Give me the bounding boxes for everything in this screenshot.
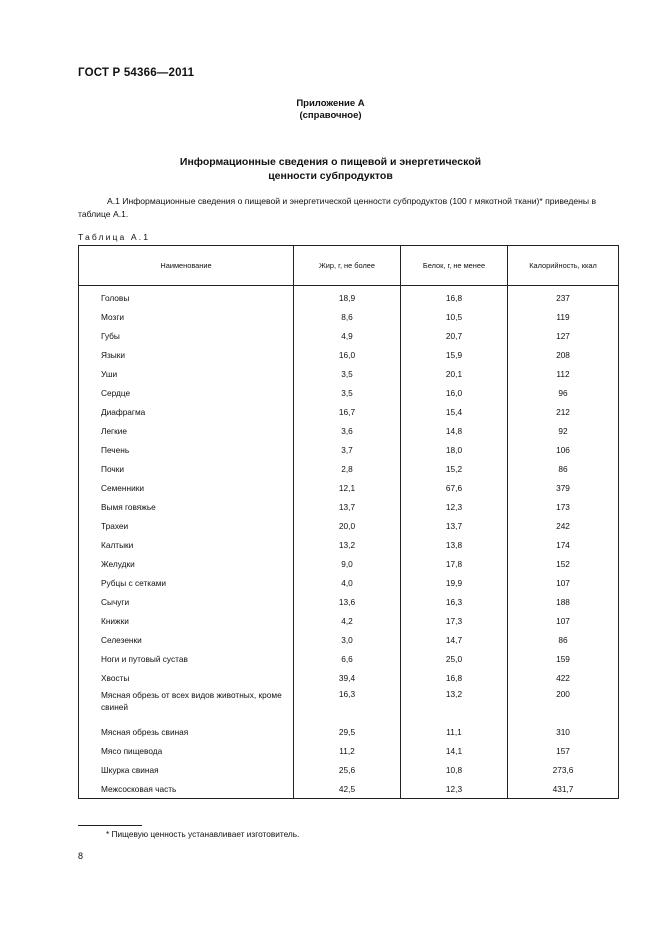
cell-protein: 17,8 [401, 554, 508, 573]
column-header-calories: Калорийность, ккал [508, 246, 619, 286]
cell-calories: 107 [508, 573, 619, 592]
cell-name: Хвосты [79, 668, 294, 687]
cell-fat: 25,6 [294, 760, 401, 779]
cell-protein: 16,0 [401, 383, 508, 402]
table-row [79, 741, 619, 760]
nutrition-table [78, 245, 619, 799]
cell-fat: 3,0 [294, 630, 401, 649]
table-header-row [79, 246, 619, 286]
table-row [79, 364, 619, 383]
cell-protein: 67,6 [401, 478, 508, 497]
cell-name: Мозги [79, 307, 294, 326]
cell-fat: 16,3 [294, 687, 401, 722]
cell-calories: 174 [508, 535, 619, 554]
cell-fat: 8,6 [294, 307, 401, 326]
table-row [79, 421, 619, 440]
footnote: * Пищевую ценность устанавливает изготовитель. [106, 829, 300, 839]
cell-name: Уши [79, 364, 294, 383]
cell-protein: 13,7 [401, 516, 508, 535]
table-row [79, 573, 619, 592]
cell-calories: 157 [508, 741, 619, 760]
table-row [79, 478, 619, 497]
cell-calories: 242 [508, 516, 619, 535]
cell-name: Шкурка свиная [79, 760, 294, 779]
table-row [79, 722, 619, 741]
table-row [79, 668, 619, 687]
cell-name: Межсосковая часть [79, 779, 294, 799]
cell-protein: 13,8 [401, 535, 508, 554]
cell-protein: 20,7 [401, 326, 508, 345]
cell-calories: 273,6 [508, 760, 619, 779]
table-row [79, 307, 619, 326]
cell-protein: 12,3 [401, 779, 508, 799]
cell-name: Почки [79, 459, 294, 478]
cell-calories: 152 [508, 554, 619, 573]
cell-calories: 96 [508, 383, 619, 402]
cell-name: Мясная обрезь от всех видов животных, кроме свиней [79, 687, 294, 722]
cell-calories: 237 [508, 286, 619, 308]
table-row [79, 760, 619, 779]
cell-name: Легкие [79, 421, 294, 440]
cell-protein: 14,7 [401, 630, 508, 649]
table-row [79, 402, 619, 421]
cell-fat: 13,7 [294, 497, 401, 516]
annex-subtitle: (справочное) [299, 110, 362, 121]
cell-name: Желудки [79, 554, 294, 573]
cell-fat: 4,2 [294, 611, 401, 630]
table-row [79, 649, 619, 668]
cell-fat: 16,0 [294, 345, 401, 364]
cell-name: Языки [79, 345, 294, 364]
cell-calories: 112 [508, 364, 619, 383]
cell-fat: 20,0 [294, 516, 401, 535]
cell-protein: 14,8 [401, 421, 508, 440]
cell-protein: 10,8 [401, 760, 508, 779]
cell-protein: 17,3 [401, 611, 508, 630]
cell-calories: 106 [508, 440, 619, 459]
cell-name: Вымя говяжье [79, 497, 294, 516]
cell-protein: 16,8 [401, 286, 508, 308]
footnote-divider [78, 825, 142, 826]
cell-protein: 16,3 [401, 592, 508, 611]
section-heading-line-1: Информационные сведения о пищевой и энергетической [179, 156, 482, 168]
table-row [79, 687, 619, 722]
cell-calories: 119 [508, 307, 619, 326]
table-row [79, 383, 619, 402]
cell-protein: 13,2 [401, 687, 508, 722]
cell-fat: 13,6 [294, 592, 401, 611]
table-row [79, 459, 619, 478]
cell-fat: 42,5 [294, 779, 401, 799]
cell-fat: 3,6 [294, 421, 401, 440]
cell-fat: 16,7 [294, 402, 401, 421]
cell-fat: 3,5 [294, 364, 401, 383]
cell-name: Мясная обрезь свиная [79, 722, 294, 741]
table-row [79, 592, 619, 611]
cell-protein: 10,5 [401, 307, 508, 326]
table-row [79, 535, 619, 554]
cell-calories: 159 [508, 649, 619, 668]
column-header-name: Наименование [79, 246, 294, 286]
cell-name: Трахеи [79, 516, 294, 535]
table-row [79, 630, 619, 649]
cell-protein: 20,1 [401, 364, 508, 383]
cell-fat: 9,0 [294, 554, 401, 573]
table-caption: Таблица А.1 [78, 232, 151, 242]
cell-calories: 310 [508, 722, 619, 741]
column-header-protein: Белок, г, не менее [401, 246, 508, 286]
cell-calories: 86 [508, 630, 619, 649]
cell-calories: 107 [508, 611, 619, 630]
cell-protein: 15,4 [401, 402, 508, 421]
annex-title: Приложение А [296, 98, 365, 109]
cell-fat: 2,8 [294, 459, 401, 478]
cell-calories: 379 [508, 478, 619, 497]
table-row [79, 440, 619, 459]
cell-name: Книжки [79, 611, 294, 630]
document-code: ГОСТ Р 54366—2011 [78, 67, 195, 79]
cell-protein: 15,2 [401, 459, 508, 478]
cell-fat: 29,5 [294, 722, 401, 741]
table-row [79, 286, 619, 308]
cell-protein: 15,9 [401, 345, 508, 364]
cell-name: Селезенки [79, 630, 294, 649]
cell-name: Мясо пищевода [79, 741, 294, 760]
cell-fat: 3,5 [294, 383, 401, 402]
table-row [79, 554, 619, 573]
cell-fat: 12,1 [294, 478, 401, 497]
cell-fat: 39,4 [294, 668, 401, 687]
section-heading-line-2: ценности субпродуктов [268, 170, 393, 182]
cell-fat: 4,9 [294, 326, 401, 345]
column-header-fat: Жир, г, не более [294, 246, 401, 286]
cell-name: Губы [79, 326, 294, 345]
cell-protein: 16,8 [401, 668, 508, 687]
cell-fat: 6,6 [294, 649, 401, 668]
cell-protein: 18,0 [401, 440, 508, 459]
table-row [79, 345, 619, 364]
cell-calories: 212 [508, 402, 619, 421]
cell-calories: 422 [508, 668, 619, 687]
cell-name: Сычуги [79, 592, 294, 611]
cell-name: Сердце [79, 383, 294, 402]
cell-name: Семенники [79, 478, 294, 497]
cell-fat: 3,7 [294, 440, 401, 459]
cell-calories: 92 [508, 421, 619, 440]
cell-name: Калтыки [79, 535, 294, 554]
cell-name: Рубцы с сетками [79, 573, 294, 592]
cell-name: Ноги и путовый сустав [79, 649, 294, 668]
cell-calories: 208 [508, 345, 619, 364]
table-body [79, 286, 619, 799]
page-number: 8 [78, 851, 84, 861]
table-row [79, 497, 619, 516]
table-row [79, 326, 619, 345]
table-row [79, 611, 619, 630]
cell-protein: 25,0 [401, 649, 508, 668]
cell-fat: 11,2 [294, 741, 401, 760]
cell-calories: 431,7 [508, 779, 619, 799]
cell-calories: 86 [508, 459, 619, 478]
cell-fat: 13,2 [294, 535, 401, 554]
table-row [79, 516, 619, 535]
table-row [79, 779, 619, 799]
cell-calories: 200 [508, 687, 619, 722]
cell-fat: 4,0 [294, 573, 401, 592]
cell-calories: 127 [508, 326, 619, 345]
cell-protein: 12,3 [401, 497, 508, 516]
cell-name: Диафрагма [79, 402, 294, 421]
cell-fat: 18,9 [294, 286, 401, 308]
cell-protein: 19,9 [401, 573, 508, 592]
intro-paragraph: А.1 Информационные сведения о пищевой и энергетической ценности субпродуктов (100 г мякотной ткани)* приведены в таблице А.1. [78, 196, 597, 219]
cell-protein: 14,1 [401, 741, 508, 760]
cell-calories: 173 [508, 497, 619, 516]
cell-calories: 188 [508, 592, 619, 611]
cell-name: Печень [79, 440, 294, 459]
cell-name: Головы [79, 286, 294, 308]
cell-protein: 11,1 [401, 722, 508, 741]
